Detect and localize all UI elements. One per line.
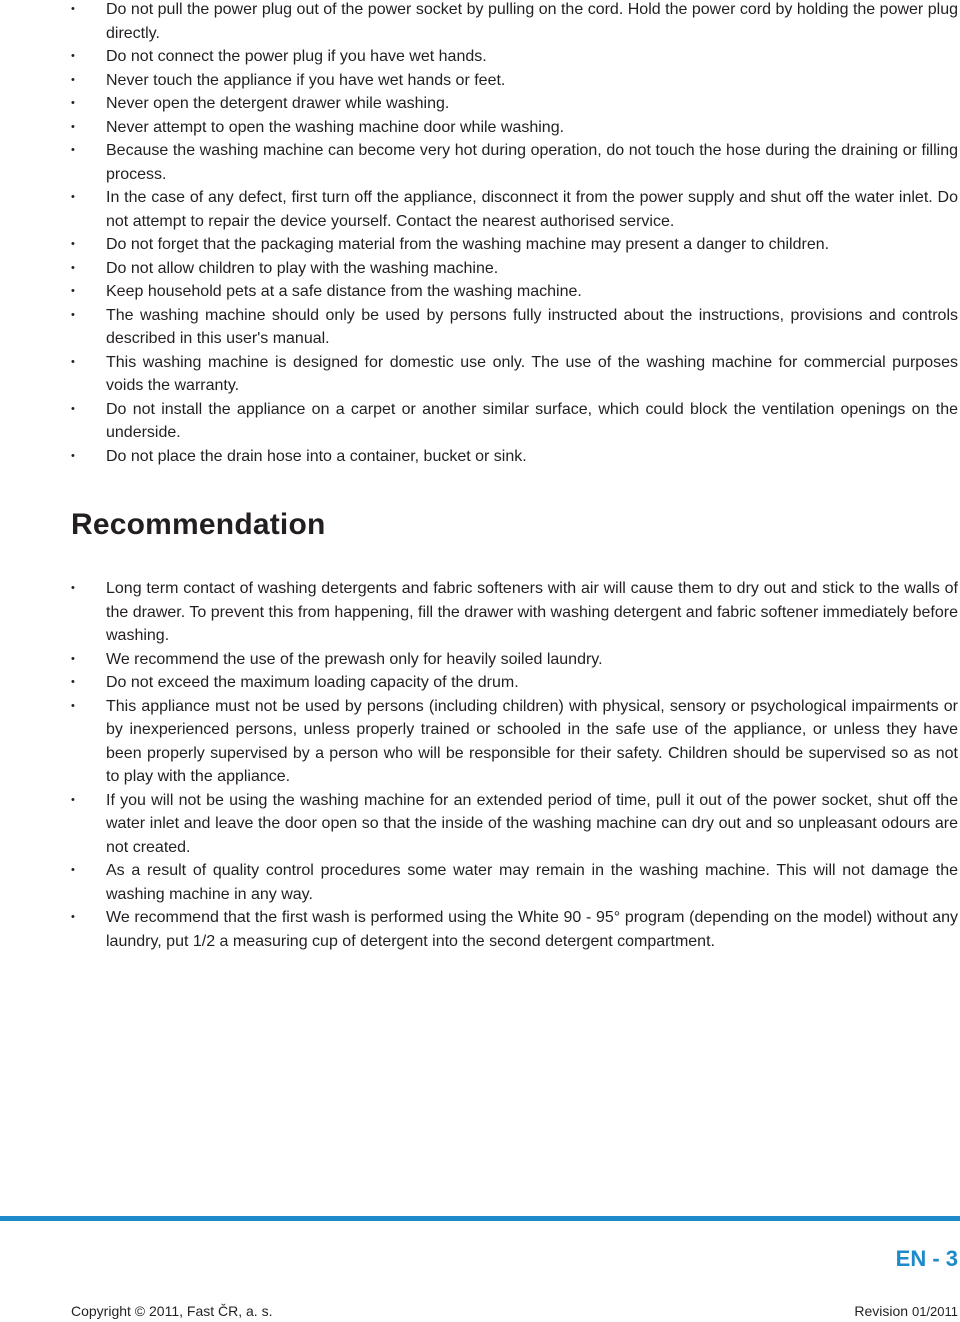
- bullet-icon: •: [71, 97, 75, 109]
- footer-divider: [0, 1216, 960, 1221]
- list-item-text: Never touch the appliance if you have wet hands or feet.: [106, 71, 506, 89]
- bullet-icon: •: [71, 652, 75, 665]
- list-item: [0, 139, 960, 186]
- list-item-text: Do not place the drain hose into a container, bucket or sink.: [106, 447, 527, 465]
- list-item: [0, 116, 960, 140]
- bullet-icon: •: [71, 73, 75, 86]
- bullet-icon: •: [71, 308, 75, 321]
- bullet-icon: •: [71, 911, 75, 923]
- list-item: [0, 695, 960, 789]
- bullet-icon: •: [71, 191, 75, 203]
- list-item-text: The washing machine should only be used by persons fully instructed about the instructions, provisions and controls described in this user's manual.: [106, 306, 958, 347]
- list-item: [0, 351, 960, 398]
- bullet-icon: •: [71, 676, 75, 688]
- list-item-text: Long term contact of washing detergents and fabric softeners with air will cause them to dry out and stick to the walls of the drawer. To prevent this from happening, fill the drawer with washing detergent and fabric softener immediately before washing.: [106, 580, 958, 644]
- list-item-text: This washing machine is designed for domestic use only. The use of the washing machine for commercial purposes voids the warranty.: [106, 353, 958, 394]
- bullet-icon: •: [71, 864, 75, 876]
- bullet-icon: •: [71, 261, 75, 274]
- bullet-icon: •: [71, 144, 75, 156]
- copyright-text: Copyright © 2011, Fast ČR, a. s.: [71, 1303, 273, 1319]
- list-item-text: Because the washing machine can become very hot during operation, do not touch the hose during the draining or filling process.: [106, 142, 958, 183]
- list-item-text: Do not connect the power plug if you have wet hands.: [106, 48, 487, 65]
- list-item: [0, 92, 960, 116]
- bullet-icon: •: [71, 793, 75, 806]
- safety-instructions-list: [0, 0, 960, 468]
- list-item: [0, 233, 960, 257]
- list-item: [0, 577, 960, 648]
- list-item: [0, 398, 960, 445]
- section-heading-recommendation: Recommendation: [71, 508, 326, 541]
- revision-date: 01/2011: [911, 1304, 958, 1319]
- list-item: [0, 280, 960, 304]
- list-item-text: Keep household pets at a safe distance from the washing machine.: [106, 283, 582, 300]
- list-item-text: We recommend that the first wash is performed using the White 90 - 95° program (depending on the model) without any laundry, put 1/2 a measuring cup of detergent into the second detergent compartment.: [106, 909, 958, 950]
- list-item: [0, 45, 960, 69]
- bullet-icon: •: [71, 699, 75, 712]
- list-item-text: Do not install the appliance on a carpet or another similar surface, which could block the ventilation openings on the underside.: [106, 400, 958, 441]
- list-item-text: Do not allow children to play with the washing machine.: [106, 259, 499, 277]
- bullet-icon: •: [71, 238, 75, 250]
- list-item: [0, 304, 960, 351]
- recommendation-list: [0, 577, 960, 953]
- list-item-text: Never open the detergent drawer while washing.: [106, 95, 450, 112]
- list-item: [0, 186, 960, 233]
- list-item-text: As a result of quality control procedures some water may remain in the washing machine. This will not damage the washing machine in any way.: [106, 862, 958, 903]
- list-item-text: Do not pull the power plug out of the power socket by pulling on the cord. Hold the power cord by holding the power plug directly.: [106, 1, 958, 42]
- list-item: [0, 859, 960, 906]
- list-item-text: In the case of any defect, first turn off the appliance, disconnect it from the power supply and shut off the water inlet. Do not attempt to repair the device yourself. Contact the nearest authorised service.: [106, 189, 958, 230]
- revision-info: [854, 1301, 958, 1322]
- bullet-icon: •: [71, 50, 75, 62]
- bullet-icon: •: [71, 120, 75, 133]
- bullet-icon: •: [71, 449, 75, 462]
- page-number: EN - 3: [895, 1246, 958, 1271]
- list-item: [0, 0, 960, 45]
- list-item-text: Never attempt to open the washing machine door while washing.: [106, 118, 565, 136]
- list-item-text: Do not forget that the packaging material from the washing machine may present a danger to children.: [106, 236, 830, 253]
- list-item: [0, 445, 960, 469]
- bullet-icon: •: [71, 355, 75, 368]
- list-item: [0, 671, 960, 695]
- bullet-icon: •: [71, 582, 75, 594]
- list-item-text: This appliance must not be used by persons (including children) with physical, sensory or psychological impairments or by inexperienced persons, unless properly trained or schooled in the safe use of the appliance, or unless they have been properly supervised by a person who will be responsible for their safety. Children should be supervised so as not to play with the appliance.: [106, 697, 958, 785]
- list-item: [0, 648, 960, 672]
- list-item-text: If you will not be using the washing machine for an extended period of time, pull it out of the power socket, shut off the water inlet and leave the door open so that the inside of the washing machine can dry out and so unpleasant odours are not created.: [106, 791, 958, 856]
- list-item: [0, 789, 960, 860]
- list-item: [0, 69, 960, 93]
- list-item: [0, 906, 960, 953]
- list-item-text: We recommend the use of the prewash only for heavily soiled laundry.: [106, 650, 603, 668]
- bullet-icon: •: [71, 285, 75, 297]
- list-item-text: Do not exceed the maximum loading capacity of the drum.: [106, 674, 519, 691]
- list-item: [0, 257, 960, 281]
- bullet-icon: •: [71, 3, 75, 15]
- bullet-icon: •: [71, 402, 75, 415]
- revision-label: Revision: [854, 1303, 909, 1319]
